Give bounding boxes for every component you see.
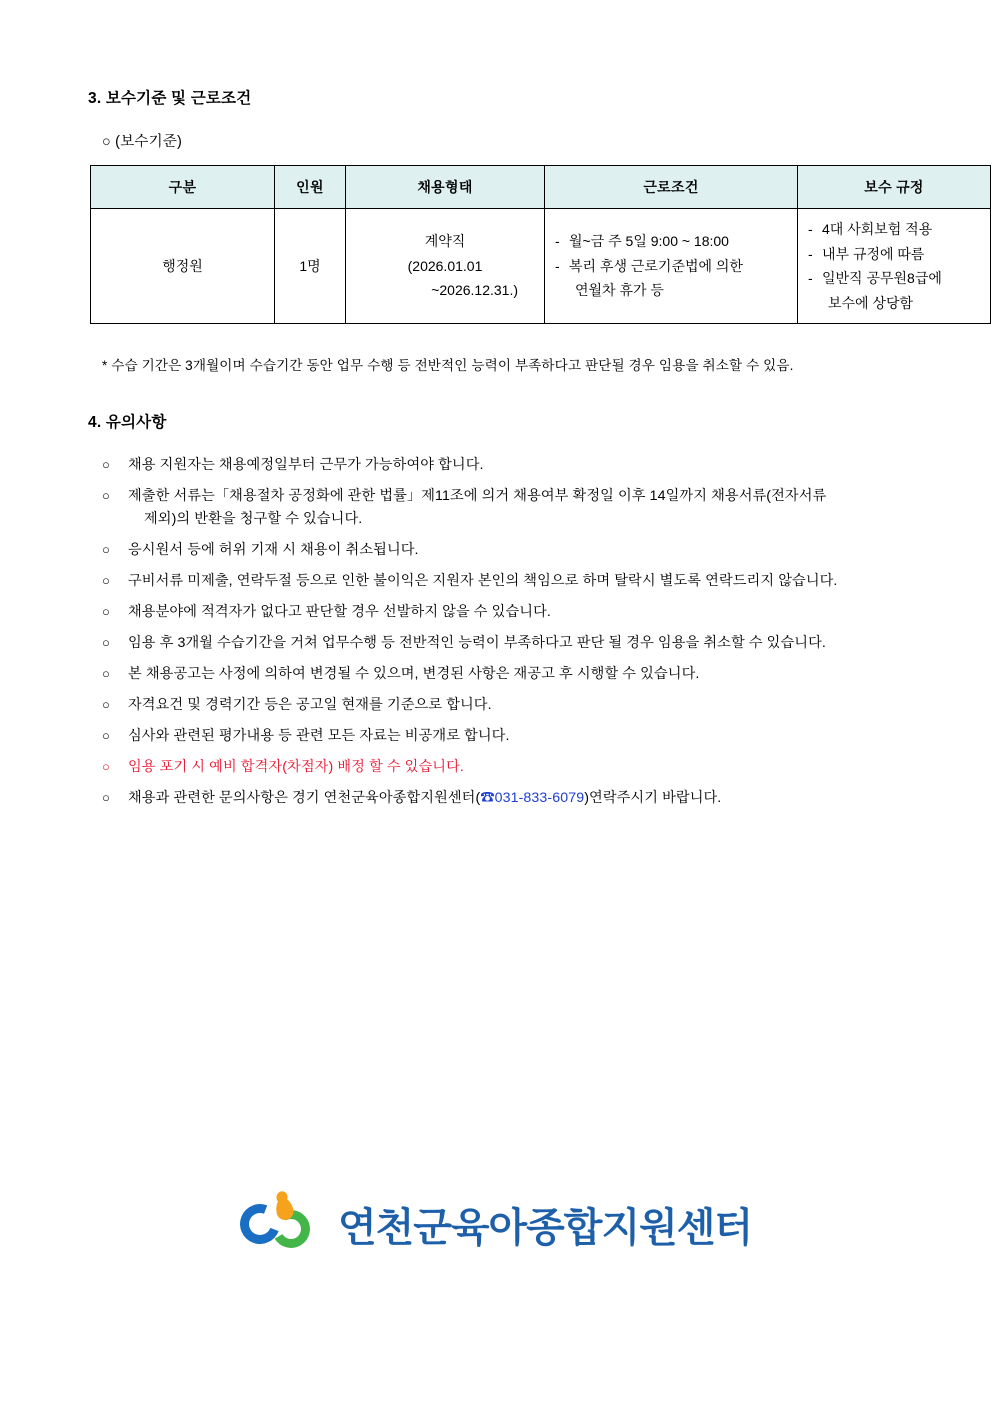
pay-conditions-table [90, 165, 991, 324]
list-item-text: 구비서류 미제출, 연락두절 등으로 인한 불이익은 지원자 본인의 책임으로 하며 탈락시 별도록 연락드리지 않습니다. [128, 573, 838, 589]
list-item [102, 663, 906, 686]
pay-rule-text-cont: 보수에 상당함 [828, 294, 914, 311]
circle-bullet-icon: ○ [102, 457, 110, 472]
table-header-pay-rules: 보수 규정 [798, 166, 991, 209]
list-item [102, 539, 906, 562]
footer-logo [0, 1196, 992, 1253]
table-header-row [91, 166, 991, 209]
dash-bullet: - [808, 270, 813, 286]
cell-employment-type [346, 209, 545, 324]
circle-bullet-icon: ○ [102, 604, 110, 619]
section-4-heading: 4. 유의사항 [88, 414, 167, 431]
circle-bullet-icon: ○ [102, 697, 110, 712]
cell-inwon: 1명 [275, 209, 346, 324]
list-item-text-cont: 제외)의 반환을 청구할 수 있습니다. [144, 511, 363, 527]
document-content [88, 86, 942, 818]
circle-bullet-icon: ○ [102, 790, 110, 805]
cell-work-conditions [545, 209, 798, 324]
work-condition-text: 월~금 주 5일 9:00 ~ 18:00 [569, 233, 729, 250]
table-header-gubun: 구분 [91, 166, 275, 209]
employment-type-line1: 계약직 [424, 233, 466, 250]
list-item-text: 임용 후 3개월 수습기간을 거쳐 업무수행 등 전반적인 능력이 부족하다고 판단 될 경우 임용을 취소할 수 있습니다. [128, 635, 826, 651]
notice-list [88, 454, 906, 810]
phone-icon: ☎ [480, 790, 495, 806]
pay-rule-item [808, 242, 984, 267]
dash-bullet: - [555, 233, 560, 250]
cell-pay-rules [798, 209, 991, 324]
section-3-heading: 3. 보수기준 및 근로조건 [88, 90, 252, 107]
employment-type-line2: (2026.01.01 [407, 257, 483, 274]
list-item-text: 채용분야에 적격자가 없다고 판단할 경우 선발하지 않을 수 있습니다. [128, 604, 551, 620]
circle-bullet-icon: ○ [102, 488, 110, 503]
list-item [102, 601, 906, 624]
table-header-inwon: 인원 [275, 166, 346, 209]
circle-bullet-icon: ○ [102, 759, 110, 774]
list-item [102, 485, 906, 531]
list-item-text: 자격요건 및 경력기간 등은 공고일 현재를 기준으로 합니다. [128, 697, 492, 713]
work-condition-item [555, 229, 791, 254]
section-3-subheading: ○ (보수기준) [102, 134, 183, 150]
work-conditions-list [549, 227, 793, 305]
list-item [102, 454, 906, 477]
work-condition-item [555, 254, 791, 303]
contact-prefix-text: 채용과 관련한 문의사항은 경기 연천군육아종합지원센터( [128, 790, 481, 806]
pay-rule-text: 4대 사회보험 적용 [822, 221, 933, 237]
employment-type-line3: ~2026.12.31.) [431, 282, 518, 299]
list-item-text: 응시원서 등에 허위 기재 시 채용이 취소됩니다. [128, 542, 419, 558]
organization-name: 연천군육아종합지원센터 [337, 1206, 753, 1250]
dash-bullet: - [808, 245, 813, 262]
list-item-text: 임용 포기 시 예비 합격자(차점자) 배정 할 수 있습니다. [128, 759, 464, 775]
circle-bullet-icon: ○ [102, 542, 110, 557]
list-item-text: 본 채용공고는 사정에 의하여 변경될 수 있으며, 변경된 사항은 재공고 후 시행할 수 있습니다. [128, 666, 700, 682]
pay-rule-text: 내부 규정에 따름 [822, 245, 925, 262]
pay-rule-item [808, 217, 984, 242]
dash-bullet: - [555, 257, 560, 274]
work-condition-text-cont: 연월차 휴가 등 [575, 282, 664, 299]
table-row [91, 209, 991, 324]
table-header-work-conditions: 근로조건 [545, 166, 798, 209]
list-item [102, 632, 906, 655]
circle-bullet-icon: ○ [102, 573, 110, 588]
list-item-text: 심사와 관련된 평가내용 등 관련 모든 자료는 비공개로 합니다. [128, 728, 510, 744]
circle-bullet-icon: ○ [102, 666, 110, 681]
probation-note: * 수습 기간은 3개월이며 수습기간 동안 업무 수행 등 전반적인 능력이 부족하다고 판단될 경우 임용을 취소할 수 있음. [102, 358, 794, 373]
list-item [102, 725, 906, 748]
contact-suffix-text: )연락주시기 바랍니다. [584, 790, 722, 806]
contact-phone-number: 031-833-6079 [494, 790, 585, 806]
pay-rule-item [808, 266, 984, 315]
pay-rule-text: 일반직 공무원8급에 [822, 270, 942, 286]
list-item-text: 제출한 서류는「채용절차 공정화에 관한 법률」제11조에 의거 채용여부 확정일 이후 14일까지 채용서류(전자서류 [128, 488, 827, 504]
childcare-center-logo-icon [240, 1198, 326, 1252]
table-header-employment-type: 채용형태 [346, 166, 545, 209]
work-condition-text: 복리 후생 근로기준법에 의한 [569, 257, 743, 274]
cell-gubun: 행정원 [91, 209, 275, 324]
circle-bullet-icon: ○ [102, 728, 110, 743]
list-item-highlighted [102, 756, 906, 779]
list-item [102, 570, 906, 593]
list-item-contact [102, 787, 906, 810]
section-4 [88, 410, 906, 810]
circle-bullet-icon: ○ [102, 635, 110, 650]
dash-bullet: - [808, 221, 813, 237]
list-item [102, 694, 906, 717]
pay-rules-list [802, 215, 986, 317]
list-item-text: 채용 지원자는 채용예정일부터 근무가 가능하여야 합니다. [128, 457, 484, 473]
